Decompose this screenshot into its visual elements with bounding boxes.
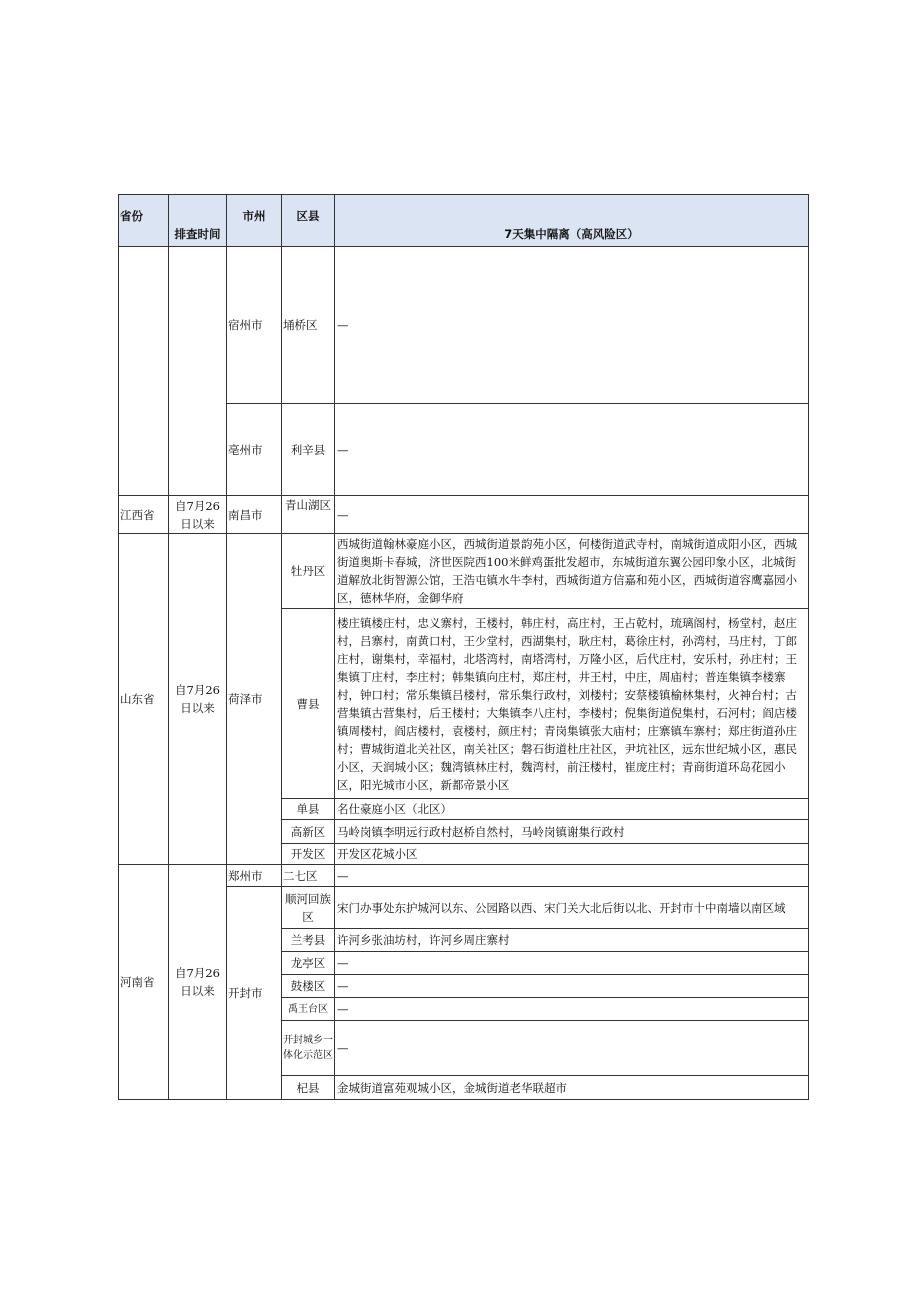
isolation-cell: 宋门办事处东护城河以东、公园路以西、宋门关大北后街以北、开封市十中南墙以南区域 xyxy=(335,887,809,929)
district-cell: 杞县 xyxy=(282,1076,335,1100)
district-cell: 埇桥区 xyxy=(282,247,335,404)
isolation-cell: — xyxy=(335,998,809,1021)
isolation-cell: — xyxy=(335,404,809,496)
district-cell: 牡丹区 xyxy=(282,534,335,609)
header-city: 市州 xyxy=(227,195,282,247)
risk-area-table xyxy=(118,194,809,1100)
isolation-cell: 许河乡张油坊村，许河乡周庄寨村 xyxy=(335,929,809,952)
isolation-cell: — xyxy=(335,247,809,404)
city-cell: 宿州市 xyxy=(227,247,282,404)
district-cell: 龙亭区 xyxy=(282,952,335,975)
province-cell: 山东省 xyxy=(119,534,169,865)
time-cell: 自7月26日以来 xyxy=(169,534,227,865)
district-cell: 曹县 xyxy=(282,609,335,799)
table-row xyxy=(119,496,809,534)
district-cell: 高新区 xyxy=(282,820,335,844)
time-cell-blank xyxy=(169,247,227,496)
isolation-cell: — xyxy=(335,865,809,887)
city-cell: 亳州市 xyxy=(227,404,282,496)
district-cell: 兰考县 xyxy=(282,929,335,952)
city-cell: 郑州市 xyxy=(227,865,282,887)
table-row xyxy=(119,247,809,404)
time-cell: 自7月26日以来 xyxy=(169,865,227,1100)
table-header-row xyxy=(119,195,809,247)
district-cell: 青山湖区 xyxy=(282,496,335,534)
header-isolation: 7天集中隔离（高风险区） xyxy=(335,195,809,247)
isolation-cell: 马岭岗镇李明远行政村赵桥自然村，马岭岗镇谢集行政村 xyxy=(335,820,809,844)
province-cell: 河南省 xyxy=(119,865,169,1100)
district-cell: 禹王台区 xyxy=(282,998,335,1021)
isolation-cell: — xyxy=(335,1021,809,1076)
city-cell: 开封市 xyxy=(227,887,282,1100)
isolation-cell: 名仕豪庭小区（北区） xyxy=(335,799,809,820)
district-cell: 利辛县 xyxy=(282,404,335,496)
header-time: 排查时间 xyxy=(169,195,227,247)
district-cell: 开封城乡一体化示范区 xyxy=(282,1021,335,1076)
isolation-cell: 开发区花城小区 xyxy=(335,844,809,865)
district-cell: 开发区 xyxy=(282,844,335,865)
district-cell: 二七区 xyxy=(282,865,335,887)
table-row xyxy=(119,534,809,609)
isolation-cell: — xyxy=(335,952,809,975)
isolation-cell: 楼庄镇楼庄村，忠义寨村，王楼村，韩庄村，高庄村，王占乾村，琉璃阁村，杨堂村，赵庄村，吕寨村，南黄口村，王少堂村，西湖集村，耿庄村，葛徐庄村，孙湾村，马庄村，丁郎庄村，谢集村，幸福村，北塔湾村，南塔湾村，万隆小区，后代庄村，安乐村，孙庄村；王集镇丁庄村，李庄村；韩集镇向庄村，郑庄村，井王村，中庄，周庙村；普连集镇李楼寨村，钟口村；常乐集镇吕楼村，常乐集行政村，刘楼村；安蔡楼镇榆林集村，火神台村；古营集镇古营集村，后王楼村；大集镇李八庄村，李楼村；倪集街道倪集村，石河村；阎店楼镇周楼村，阎店楼村，袁楼村，颜庄村；青岗集镇张大庙村；庄寨镇车寨村；郑庄街道孙庄村；曹城街道北关社区，南关社区；磐石街道杜庄社区，尹坑社区，远东世纪城小区，惠民小区，天润城小区；魏湾镇林庄村，魏湾村，前汪楼村，崔庞庄村；青商街道环岛花园小区，阳光城市小区，新都帝景小区 xyxy=(335,609,809,799)
isolation-cell: 金城街道富苑观城小区，金城街道老华联超市 xyxy=(335,1076,809,1100)
province-cell-blank xyxy=(119,247,169,496)
district-cell: 单县 xyxy=(282,799,335,820)
city-cell: 南昌市 xyxy=(227,496,282,534)
district-cell: 鼓楼区 xyxy=(282,975,335,998)
isolation-cell: — xyxy=(335,496,809,534)
isolation-cell: — xyxy=(335,975,809,998)
district-cell: 顺河回族区 xyxy=(282,887,335,929)
city-cell: 荷泽市 xyxy=(227,534,282,865)
isolation-cell: 西城街道翰林豪庭小区，西城街道景韵苑小区，何楼街道武寺村，南城街道成阳小区，西城街道奥斯卡春城，济世医院西100米鲜鸡蛋批发超市，东城街道东翼公园印象小区，北城街道解放北街智源公馆，王浩屯镇水牛李村，西城街道方信嘉和苑小区，西城街道容鹰嘉园小区，德林华府，金御华府 xyxy=(335,534,809,609)
province-cell: 江西省 xyxy=(119,496,169,534)
header-district: 区县 xyxy=(282,195,335,247)
table-row xyxy=(119,865,809,887)
time-cell: 自7月26日以来 xyxy=(169,496,227,534)
header-province: 省份 xyxy=(119,195,169,247)
